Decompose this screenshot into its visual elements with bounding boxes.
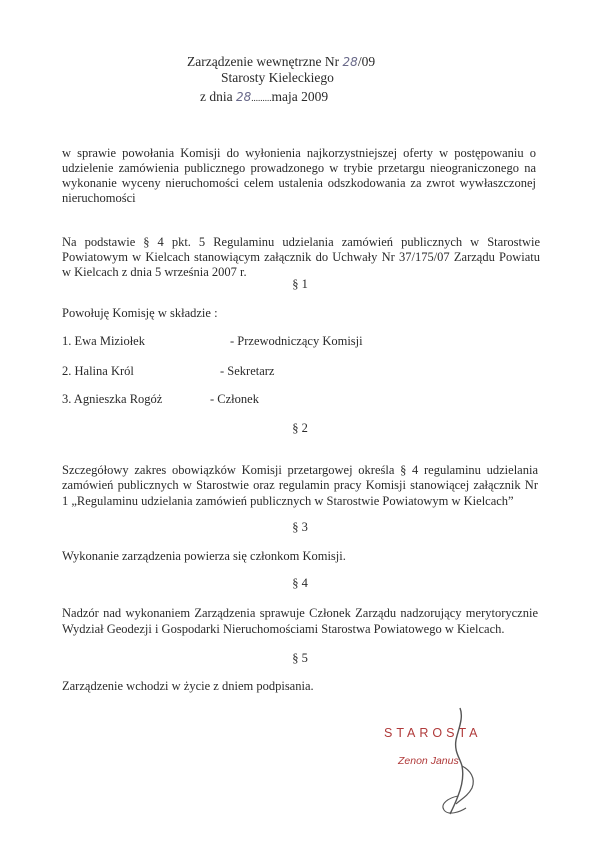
member-role: - Przewodniczący Komisji bbox=[230, 334, 363, 348]
section-heading: § 2 bbox=[292, 421, 308, 435]
basis-line: Na podstawie § 4 pkt. 5 Regulaminu udzielania zamówień publicznych w Starostwie bbox=[62, 235, 540, 249]
subject-line: nieruchomości bbox=[62, 191, 136, 205]
member-role: - Członek bbox=[210, 392, 259, 406]
basis-line: Powiatowym w Kielcach stanowiącym załącznik do Uchwały Nr 37/175/07 Zarządu Powiatu bbox=[62, 250, 540, 264]
stamp-name: Zenon Janus bbox=[398, 755, 459, 767]
document-title bbox=[187, 54, 375, 70]
title-prefix: Zarządzenie wewnętrzne Nr bbox=[187, 54, 343, 69]
member-name: 2. Halina Król bbox=[62, 364, 134, 378]
date-prefix: z dnia bbox=[200, 89, 236, 104]
subject-line: udzielenie zamówienia publicznego prowadzonego w trybie przetargu nieograniczonego na bbox=[62, 161, 536, 175]
section-heading: § 4 bbox=[292, 576, 308, 590]
title-suffix: /09 bbox=[357, 54, 376, 69]
document-date bbox=[200, 89, 328, 106]
handwritten-day: 28 bbox=[236, 90, 252, 104]
member-role: - Sekretarz bbox=[220, 364, 275, 378]
section3-text: Wykonanie zarządzenia powierza się członkom Komisji. bbox=[62, 549, 346, 563]
member-name: 3. Agnieszka Rogóż bbox=[62, 392, 163, 406]
date-dots: ......... bbox=[251, 93, 272, 103]
date-rest: maja 2009 bbox=[271, 89, 329, 104]
basis-line: w Kielcach z dnia 5 września 2007 r. bbox=[62, 265, 247, 279]
section-heading: § 1 bbox=[292, 277, 308, 291]
section-heading: § 5 bbox=[292, 651, 308, 665]
subject-line: w sprawie powołania Komisji do wyłonienia najkorzystniejszej oferty w postępowaniu o bbox=[62, 146, 536, 160]
committee-intro: Powołuję Komisję w składzie : bbox=[62, 306, 218, 320]
section2-line: Szczegółowy zakres obowiązków Komisji przetargowej określa § 4 regulaminu udzielania bbox=[62, 463, 538, 477]
subject-line: wykonanie wyceny nieruchomości celem ustalenia odszkodowania za zwrot wywłaszczonej bbox=[62, 176, 536, 190]
member-name: 1. Ewa Miziołek bbox=[62, 334, 145, 348]
stamp-title: STAROSTA bbox=[384, 726, 482, 740]
issuer: Starosty Kieleckiego bbox=[221, 70, 334, 85]
handwritten-signature bbox=[400, 700, 520, 820]
section2-line: 1 „Regulaminu udzielania zamówień publicznych w Starostwie Powiatowym w Kielcach” bbox=[62, 494, 514, 508]
section5-text: Zarządzenie wchodzi w życie z dniem podpisania. bbox=[62, 679, 314, 693]
handwritten-number: 28 bbox=[342, 55, 358, 69]
section4-line: Nadzór nad wykonaniem Zarządzenia sprawuje Członek Zarządu nadzorujący merytorycznie bbox=[62, 606, 538, 620]
section4-line: Wydział Geodezji i Gospodarki Nieruchomościami Starostwa Powiatowego w Kielcach. bbox=[62, 622, 505, 636]
section2-line: zamówień publicznych w Starostwie oraz regulamin pracy Komisji stanowiącej załącznik Nr bbox=[62, 478, 538, 492]
section-heading: § 3 bbox=[292, 520, 308, 534]
